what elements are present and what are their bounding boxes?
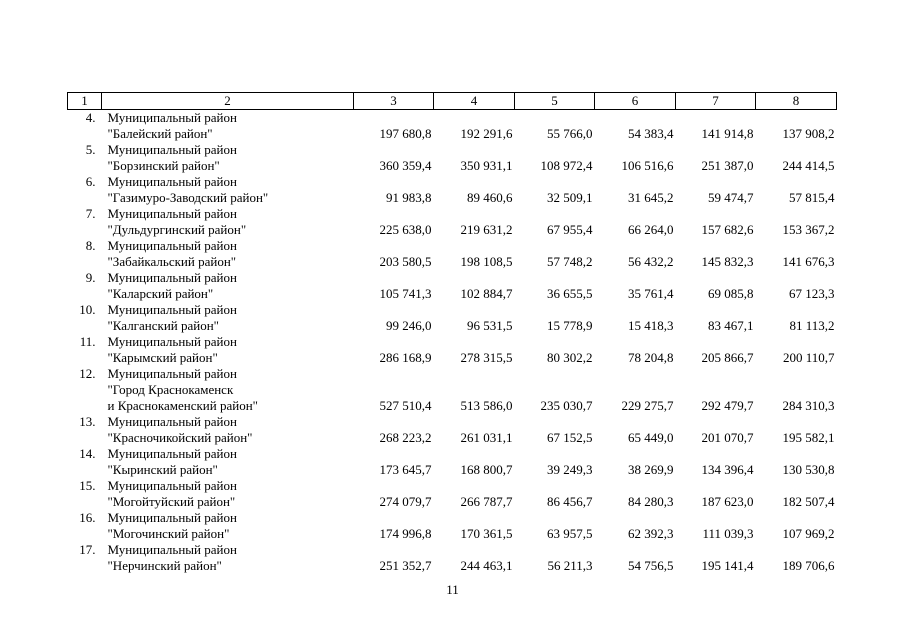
table-row xyxy=(68,174,837,206)
row-name-line: "Дульдургинский район" xyxy=(107,222,247,237)
value-cell: 96 531,5 xyxy=(467,318,513,333)
row-index: 12. xyxy=(79,366,96,381)
value-cell: 130 530,8 xyxy=(782,462,835,477)
table-row xyxy=(68,414,837,446)
value-cell: 170 361,5 xyxy=(460,526,513,541)
value-cell: 81 113,2 xyxy=(789,318,835,333)
row-name-line: Муниципальный район xyxy=(107,542,237,557)
value-cell: 55 766,0 xyxy=(547,126,593,141)
value-cell: 278 315,5 xyxy=(460,350,513,365)
row-name-line: Муниципальный район xyxy=(107,206,237,221)
row-name-line: "Могойтуйский район" xyxy=(107,494,236,509)
value-cell: 107 969,2 xyxy=(782,526,835,541)
row-name-line: Муниципальный район xyxy=(107,302,237,317)
value-cell: 36 655,5 xyxy=(547,286,593,301)
value-cell: 205 866,7 xyxy=(701,350,754,365)
value-cell: 15 778,9 xyxy=(547,318,593,333)
table-row xyxy=(68,142,837,174)
row-index: 8. xyxy=(85,238,96,253)
value-cell: 56 211,3 xyxy=(547,558,593,573)
row-name-line: Муниципальный район xyxy=(107,510,237,525)
row-name xyxy=(102,238,354,270)
value-cell: 56 432,2 xyxy=(628,254,674,269)
row-name-line: "Кыринский район" xyxy=(107,462,218,477)
value-cell: 292 479,7 xyxy=(701,398,754,413)
row-name xyxy=(102,110,354,143)
row-name xyxy=(102,414,354,446)
value-cell: 201 070,7 xyxy=(701,430,754,445)
row-name-line: и Краснокаменский район" xyxy=(107,398,258,413)
row-name-line: Муниципальный район xyxy=(107,334,237,349)
row-name-line: "Красночикойский район" xyxy=(107,430,253,445)
value-cell: 62 392,3 xyxy=(628,526,674,541)
value-cell: 145 832,3 xyxy=(701,254,754,269)
row-name-line: Муниципальный район xyxy=(107,174,237,189)
row-name xyxy=(102,542,354,574)
value-cell: 86 456,7 xyxy=(547,494,593,509)
row-index: 11. xyxy=(79,334,96,349)
table-row xyxy=(68,238,837,270)
table-row xyxy=(68,206,837,238)
value-cell: 274 079,7 xyxy=(379,494,432,509)
header-cell: 6 xyxy=(595,93,676,110)
value-cell: 111 039,3 xyxy=(702,526,754,541)
value-cell: 195 141,4 xyxy=(701,558,754,573)
value-cell: 244 414,5 xyxy=(782,158,835,173)
value-cell: 38 269,9 xyxy=(628,462,674,477)
table-row xyxy=(68,478,837,510)
row-name-line: "Каларский район" xyxy=(107,286,214,301)
table-row xyxy=(68,446,837,478)
value-cell: 195 582,1 xyxy=(782,430,835,445)
value-cell: 235 030,7 xyxy=(540,398,593,413)
value-cell: 32 509,1 xyxy=(547,190,593,205)
row-name-line: "Могочинский район" xyxy=(107,526,230,541)
table-header-row xyxy=(68,93,837,110)
row-name xyxy=(102,206,354,238)
row-index: 15. xyxy=(79,478,96,493)
page-number: 11 xyxy=(446,582,459,597)
table-row xyxy=(68,270,837,302)
value-cell: 153 367,2 xyxy=(782,222,835,237)
row-name-line: Муниципальный район xyxy=(107,414,237,429)
value-cell: 65 449,0 xyxy=(628,430,674,445)
value-cell: 57 815,4 xyxy=(789,190,835,205)
value-cell: 31 645,2 xyxy=(628,190,674,205)
row-name xyxy=(102,334,354,366)
value-cell: 173 645,7 xyxy=(379,462,432,477)
row-name xyxy=(102,446,354,478)
value-cell: 197 680,8 xyxy=(379,126,432,141)
value-cell: 78 204,8 xyxy=(628,350,674,365)
row-name xyxy=(102,478,354,510)
row-name-line: Муниципальный район xyxy=(107,270,237,285)
value-cell: 15 418,3 xyxy=(628,318,674,333)
value-cell: 203 580,5 xyxy=(379,254,432,269)
value-cell: 200 110,7 xyxy=(782,350,835,365)
value-cell: 251 387,0 xyxy=(701,158,754,173)
table-row xyxy=(68,542,837,574)
value-cell: 229 275,7 xyxy=(621,398,674,413)
row-name xyxy=(102,174,354,206)
value-cell: 54 383,4 xyxy=(628,126,674,141)
row-name xyxy=(102,366,354,414)
value-cell: 219 631,2 xyxy=(460,222,513,237)
row-name-line: Муниципальный район xyxy=(107,478,237,493)
row-name-line: "Забайкальский район" xyxy=(107,254,237,269)
value-cell: 513 586,0 xyxy=(460,398,513,413)
value-cell: 108 972,4 xyxy=(540,158,593,173)
value-cell: 268 223,2 xyxy=(379,430,432,445)
row-name xyxy=(102,270,354,302)
row-index: 6. xyxy=(85,174,96,189)
row-name-line: "Газимуро-Заводский район" xyxy=(107,190,269,205)
value-cell: 80 302,2 xyxy=(547,350,593,365)
row-name-line: "Калганский район" xyxy=(107,318,219,333)
row-name-line: "Карымский район" xyxy=(107,350,218,365)
value-cell: 67 152,5 xyxy=(547,430,593,445)
row-name-line: Муниципальный район xyxy=(107,238,237,253)
value-cell: 63 957,5 xyxy=(547,526,593,541)
value-cell: 198 108,5 xyxy=(460,254,513,269)
value-cell: 286 168,9 xyxy=(379,350,432,365)
header-cell: 8 xyxy=(756,93,837,110)
budget-table xyxy=(67,92,837,574)
table-row xyxy=(68,334,837,366)
row-name-line: Муниципальный район xyxy=(107,366,237,381)
value-cell: 261 031,1 xyxy=(460,430,513,445)
header-cell: 3 xyxy=(354,93,434,110)
value-cell: 157 682,6 xyxy=(701,222,754,237)
header-cell: 2 xyxy=(102,93,354,110)
value-cell: 141 676,3 xyxy=(782,254,835,269)
value-cell: 57 748,2 xyxy=(547,254,593,269)
value-cell: 91 983,8 xyxy=(386,190,432,205)
value-cell: 134 396,4 xyxy=(701,462,754,477)
value-cell: 192 291,6 xyxy=(460,126,513,141)
header-cell: 5 xyxy=(515,93,595,110)
row-index: 16. xyxy=(79,510,96,525)
value-cell: 89 460,6 xyxy=(467,190,513,205)
row-name-line: "Город Краснокаменск xyxy=(107,382,234,397)
value-cell: 187 623,0 xyxy=(701,494,754,509)
value-cell: 67 123,3 xyxy=(789,286,835,301)
row-name xyxy=(102,302,354,334)
value-cell: 105 741,3 xyxy=(379,286,432,301)
value-cell: 66 264,0 xyxy=(628,222,674,237)
value-cell: 350 931,1 xyxy=(460,158,513,173)
value-cell: 102 884,7 xyxy=(460,286,513,301)
row-index: 17. xyxy=(79,542,96,557)
row-name-line: Муниципальный район xyxy=(107,110,237,125)
value-cell: 251 352,7 xyxy=(379,558,432,573)
header-cell: 1 xyxy=(68,93,102,110)
value-cell: 266 787,7 xyxy=(460,494,513,509)
row-index: 9. xyxy=(85,270,96,285)
row-name-line: "Балейский район" xyxy=(107,126,213,141)
row-name xyxy=(102,142,354,174)
value-cell: 244 463,1 xyxy=(460,558,513,573)
row-name xyxy=(102,510,354,542)
table-row xyxy=(68,510,837,542)
value-cell: 83 467,1 xyxy=(708,318,754,333)
row-index: 5. xyxy=(85,142,96,157)
value-cell: 54 756,5 xyxy=(628,558,674,573)
value-cell: 174 996,8 xyxy=(379,526,432,541)
value-cell: 137 908,2 xyxy=(782,126,835,141)
table-row xyxy=(68,110,837,143)
row-index: 4. xyxy=(85,110,96,125)
value-cell: 67 955,4 xyxy=(547,222,593,237)
value-cell: 59 474,7 xyxy=(708,190,754,205)
value-cell: 182 507,4 xyxy=(782,494,835,509)
row-index: 7. xyxy=(85,206,96,221)
row-name-line: Муниципальный район xyxy=(107,446,237,461)
table-row xyxy=(68,302,837,334)
value-cell: 141 914,8 xyxy=(701,126,754,141)
row-name-line: Муниципальный район xyxy=(107,142,237,157)
value-cell: 225 638,0 xyxy=(379,222,432,237)
row-name-line: "Нерчинский район" xyxy=(107,558,222,573)
table-row xyxy=(68,366,837,414)
value-cell: 527 510,4 xyxy=(379,398,432,413)
value-cell: 360 359,4 xyxy=(379,158,432,173)
value-cell: 39 249,3 xyxy=(547,462,593,477)
value-cell: 35 761,4 xyxy=(628,286,674,301)
row-index: 14. xyxy=(79,446,96,461)
row-index: 10. xyxy=(79,302,96,317)
value-cell: 99 246,0 xyxy=(386,318,432,333)
value-cell: 84 280,3 xyxy=(628,494,674,509)
header-cell: 4 xyxy=(434,93,515,110)
value-cell: 106 516,6 xyxy=(621,158,674,173)
value-cell: 189 706,6 xyxy=(782,558,835,573)
value-cell: 284 310,3 xyxy=(782,398,835,413)
row-index: 13. xyxy=(79,414,96,429)
row-name-line: "Борзинский район" xyxy=(107,158,220,173)
header-cell: 7 xyxy=(676,93,756,110)
value-cell: 168 800,7 xyxy=(460,462,513,477)
value-cell: 69 085,8 xyxy=(708,286,754,301)
